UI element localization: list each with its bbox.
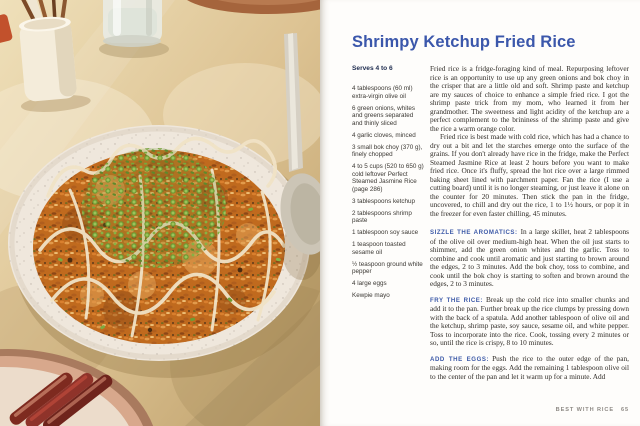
ingredient-item: 3 tablespoons ketchup	[352, 197, 416, 205]
ingredient-item: 3 small bok choy (370 g), finely chopped	[352, 143, 423, 159]
ingredient-item: 4 large eggs	[352, 280, 387, 288]
recipe-title: Shrimpy Ketchup Fried Rice	[352, 33, 576, 51]
ingredient-item: 4 tablespoons (60 ml) extra-virgin olive oil	[352, 85, 413, 100]
recipe-intro	[430, 65, 629, 218]
recipe-body-column	[430, 65, 629, 381]
page-footer	[556, 407, 629, 413]
intro-paragraph: Fried rice is best made with cold rice, which has had a chance to dry out a bit and let the starches emerge onto the surface of the grains. If you don't already have rice in the fridge, make the Perfect Steamed Jasmine Rice at least 2 hours before you want to make fried rice. Once it's fluffy, spread the hot rice over a large rimmed baking sheet lined with parchment paper. Fan the rice (I use a cutting board) until it is no longer steaming, or just leave it alone on the counter for 20 minutes. Then stick the pan in the fridge, uncovered, to chill and dry out the rice, 1 to 1½ hours, or pop it in the freezer for even faster chilling, 45 minutes.	[430, 132, 629, 218]
recipe-step	[430, 355, 629, 382]
step-text: In a large skillet, heat 2 tablespoons of the olive oil over medium-high heat. When the oil just starts to shimmer, add the green onion whites and the garlic. Toss to combine and cook until aromatic and just starting to brown around the edges, 2 to 3 minutes. Add the bok choy, toss to combine, and cook until the bok choy is starting to soften and brown around the edges, 2 to 3 minutes.	[430, 227, 629, 289]
ingredient-item: 4 to 5 cups (520 to 650 g) cold leftover Perfect Steamed Jasmine Rice (page 286)	[352, 163, 424, 193]
ingredient-item: 2 tablespoons shrimp paste	[352, 209, 412, 225]
recipe-step	[430, 228, 629, 289]
ingredient-item: Kewpie mayo	[352, 292, 390, 300]
step-label: FRY THE RICE:	[430, 296, 483, 304]
footer-section-title: BEST WITH RICE	[555, 407, 614, 413]
ingredient-item: 4 garlic cloves, minced	[352, 131, 416, 139]
serves-label: Serves 4 to 6	[352, 65, 393, 73]
recipe-page	[320, 0, 640, 426]
intro-paragraph: Fried rice is a fridge-foraging kind of meal. Repurposing leftover rice is an opportunity to use up any green onions and bok choy in the crisper that are a little old and soft. Shrimp paste and ketchup are my sauces of choice to enhance a simple fried rice. I got the shrimp paste trick from my mom, who learned it from her grandmother. The sweetness and light acidity of the ketchup are a perfect complement to the brininess of the shrimp paste and give the rice a warm orange color.	[430, 64, 629, 133]
ingredient-item: 6 green onions, whites and greens separated and thinly sliced	[352, 104, 416, 127]
step-label: ADD THE EGGS:	[430, 355, 490, 363]
ingredient-item: ½ teaspoon ground white pepper	[352, 260, 423, 276]
ingredient-item: 1 teaspoon toasted sesame oil	[352, 241, 406, 256]
step-text: Push the rice to the outer edge of the pan, making room for the eggs. Add the remaining 1 tablespoon olive oil to the center of the pan and let it warm up for a minute. Add	[430, 353, 629, 381]
footer-page-number: 65	[620, 407, 629, 413]
step-label: SIZZLE THE AROMATICS:	[430, 229, 518, 237]
recipe-step	[430, 296, 629, 348]
step-text: Break up the cold rice into smaller chunks and add it to the pan. Further break up the rice clumps by pressing down with the back of a spatula. Add another tablespoon of olive oil and the ketchup, shrimp paste, soy sauce, sesame oil, and white pepper. Toss to incorporate into the rice. Cook, tossing every 2 minutes or so, until the rice is crispy, 8 to 10 minutes.	[430, 294, 629, 348]
ingredient-item: 1 tablespoon soy sauce	[352, 229, 419, 237]
ingredients-column	[352, 65, 425, 304]
water-glass	[99, 0, 169, 58]
